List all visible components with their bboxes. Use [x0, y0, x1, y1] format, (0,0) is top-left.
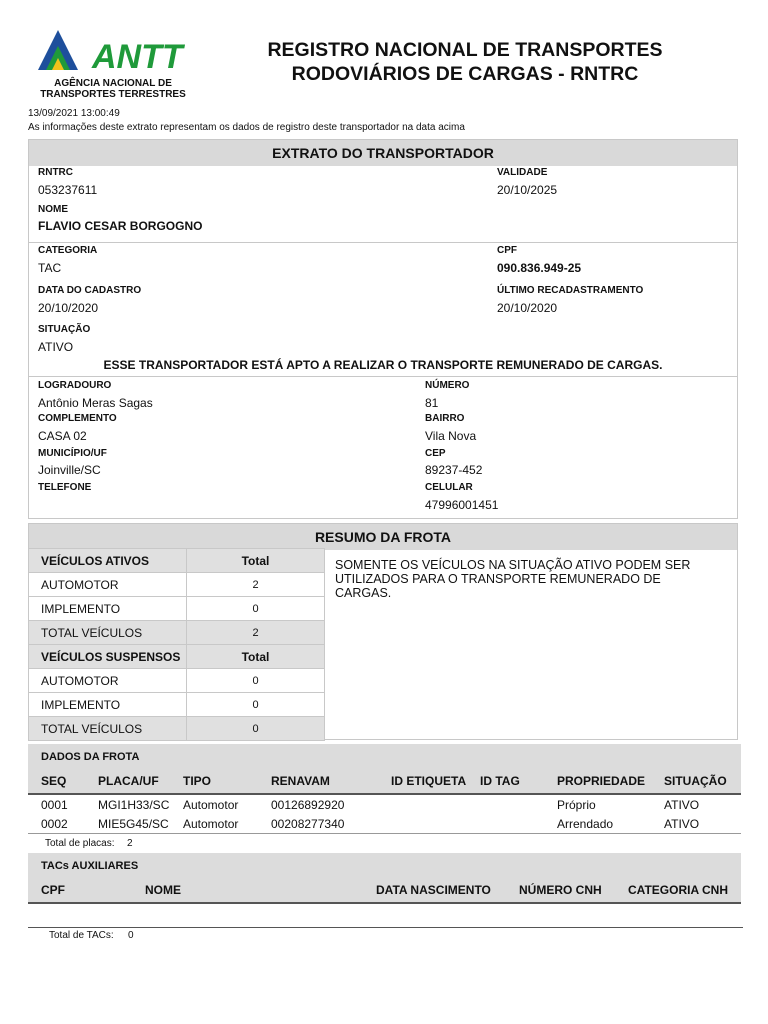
table-cell: Próprio	[557, 798, 596, 812]
total-placas-value: 2	[127, 838, 133, 849]
col-renavam: RENAVAM	[271, 774, 330, 788]
table-row-value: 2	[187, 573, 325, 597]
table-row-label: TOTAL VEÍCULOS	[29, 717, 187, 741]
table-cell: ATIVO	[664, 817, 700, 831]
table-cell: 0002	[41, 817, 68, 831]
rntrc-label: RNTRC	[38, 167, 73, 178]
celular-label: CELULAR	[425, 482, 473, 493]
table-cell: 0001	[41, 798, 68, 812]
tacs-bottom-rule	[28, 927, 743, 928]
table-row-value: 0	[187, 717, 325, 741]
page-title	[230, 38, 700, 86]
categoria-label: CATEGORIA	[38, 245, 98, 256]
numero-label: NÚMERO	[425, 380, 470, 391]
telefone-label: TELEFONE	[38, 482, 92, 493]
title-line-2: RODOVIÁRIOS DE CARGAS - RNTRC	[291, 63, 639, 85]
recadastramento-label: ÚLTIMO RECADASTRAMENTO	[497, 285, 644, 296]
antt-logo	[36, 24, 186, 74]
divider	[29, 242, 737, 243]
info-text: As informações deste extrato representam os dados de registro deste transportador na data acima	[28, 122, 465, 133]
col-tipo: TIPO	[183, 774, 212, 788]
col-data-nascimento: DATA NASCIMENTO	[376, 883, 491, 897]
rntrc-value: 053237611	[38, 183, 98, 197]
categoria-value: TAC	[38, 261, 62, 275]
cpf-label: CPF	[497, 245, 517, 256]
col-id-tag: ID TAG	[480, 774, 520, 788]
municipio-label: MUNICÍPIO/UF	[38, 448, 107, 459]
total-tacs-label: Total de TACs:	[49, 930, 114, 941]
table-cell: 00208277340	[271, 817, 345, 831]
celular-value: 47996001451	[425, 498, 499, 512]
situacao-label: SITUAÇÃO	[38, 324, 91, 335]
table-row-label: IMPLEMENTO	[29, 597, 187, 621]
col-id-etiqueta: ID ETIQUETA	[391, 774, 467, 788]
tacs-rule	[28, 902, 741, 904]
cadastro-value: 20/10/2020	[38, 301, 99, 315]
validade-value: 20/10/2025	[497, 183, 558, 197]
title-line-1: REGISTRO NACIONAL DE TRANSPORTES	[267, 39, 663, 61]
ativos-header: VEÍCULOS ATIVOS	[29, 549, 187, 573]
nome-label: NOME	[38, 204, 68, 215]
table-row-value: 0	[187, 693, 325, 717]
situacao-value: ATIVO	[38, 340, 74, 354]
nome-value: FLAVIO CESAR BORGOGNO	[38, 219, 203, 233]
col-propriedade: PROPRIEDADE	[557, 774, 646, 788]
table-cell: MGI1H33/SC	[98, 798, 170, 812]
timestamp: 13/09/2021 13:00:49	[28, 108, 120, 119]
col-nome: NOME	[145, 883, 181, 897]
logradouro-value: Antônio Meras Sagas	[38, 396, 153, 410]
col-categoria-cnh: CATEGORIA CNH	[628, 883, 728, 897]
table-row-value: 0	[187, 669, 325, 693]
logo-text: ANTT	[92, 38, 183, 74]
total-header: Total	[187, 549, 325, 573]
table-cell: ATIVO	[664, 798, 700, 812]
agency-name	[28, 78, 198, 100]
complemento-value: CASA 02	[38, 429, 87, 443]
col-seq: SEQ	[41, 774, 67, 788]
complemento-label: COMPLEMENTO	[38, 413, 117, 424]
municipio-value: Joinville/SC	[38, 463, 101, 477]
dados-frota-title: DADOS DA FROTA	[41, 751, 140, 763]
cpf-value: 090.836.949-25	[497, 261, 582, 275]
col-situacao: SITUAÇÃO	[664, 774, 727, 788]
bairro-label: BAIRRO	[425, 413, 465, 424]
total-placas-label: Total de placas:	[45, 838, 115, 849]
rows-rule	[28, 833, 741, 834]
logradouro-label: LOGRADOURO	[38, 380, 112, 391]
bairro-value: Vila Nova	[425, 429, 477, 443]
numero-value: 81	[425, 396, 439, 410]
table-row-label: AUTOMOTOR	[29, 573, 187, 597]
col-numero-cnh: NÚMERO CNH	[519, 883, 602, 897]
total-tacs-value: 0	[128, 930, 134, 941]
suspensos-header: VEÍCULOS SUSPENSOS	[29, 645, 187, 669]
tacs-title: TACs AUXILIARES	[41, 860, 139, 872]
table-cell: Automotor	[183, 817, 239, 831]
table-row-value: 0	[187, 597, 325, 621]
col-placa: PLACA/UF	[98, 774, 159, 788]
resumo-title: RESUMO DA FROTA	[29, 524, 737, 550]
table-cell: MIE5G45/SC	[98, 817, 169, 831]
table-row-label: AUTOMOTOR	[29, 669, 187, 693]
apto-message: ESSE TRANSPORTADOR ESTÁ APTO A REALIZAR O TRANSPORTE REMUNERADO DE CARGAS.	[103, 358, 663, 372]
total-header: Total	[187, 645, 325, 669]
table-row-value: 2	[187, 621, 325, 645]
recadastramento-value: 20/10/2020	[497, 301, 558, 315]
table-row-label: TOTAL VEÍCULOS	[29, 621, 187, 645]
extrato-title: EXTRATO DO TRANSPORTADOR	[29, 140, 737, 166]
cadastro-label: DATA DO CADASTRO	[38, 285, 142, 296]
divider	[29, 376, 737, 377]
table-cell: Arrendado	[557, 817, 614, 831]
table-cell: Automotor	[183, 798, 239, 812]
table-row-label: IMPLEMENTO	[29, 693, 187, 717]
col-cpf: CPF	[41, 883, 65, 897]
header-rule	[28, 793, 741, 795]
fleet-note: SOMENTE OS VEÍCULOS NA SITUAÇÃO ATIVO PODEM SER UTILIZADOS PARA O TRANSPORTE REMUNERADO DE CARGAS.	[335, 558, 691, 600]
fleet-summary-table	[28, 548, 325, 741]
agency-line-2: TRANSPORTES TERRESTRES	[40, 89, 186, 100]
table-cell: 00126892920	[271, 798, 345, 812]
cep-value: 89237-452	[425, 463, 483, 477]
extrato-section	[28, 139, 738, 519]
validade-label: VALIDADE	[497, 167, 548, 178]
cep-label: CEP	[425, 448, 446, 459]
agency-line-1: AGÊNCIA NACIONAL DE	[54, 78, 172, 89]
